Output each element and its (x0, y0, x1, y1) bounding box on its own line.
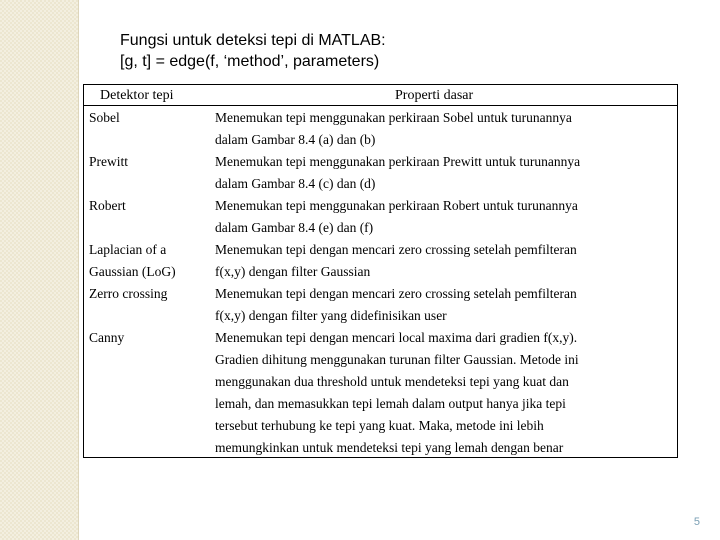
detector-cell (89, 239, 204, 283)
property-cell (215, 107, 675, 151)
title-line-1: Fungsi untuk deteksi tepi di MATLAB: (120, 32, 386, 49)
property-cell (215, 283, 675, 327)
property-text: Menemukan tepi menggunakan perkiraan Prewitt untuk turunannya (215, 154, 581, 169)
title-line-2: [g, t] = edge(f, ‘method’, parameters) (120, 53, 380, 70)
property-cell (215, 327, 675, 459)
property-text: Menemukan tepi dengan mencari zero crossing setelah pemfilteran (215, 286, 577, 301)
detector-text: Robert (89, 198, 126, 213)
detector-cell (89, 107, 204, 129)
detector-cell (89, 283, 204, 305)
slide-title (120, 30, 386, 72)
property-cell (215, 151, 675, 195)
property-text: dalam Gambar 8.4 (e) dan (f) (215, 220, 374, 235)
header-detector: Detektor tepi (100, 88, 174, 103)
detector-text: Sobel (89, 110, 120, 125)
property-text: lemah, dan memasukkan tepi lemah dalam output hanya jika tepi (215, 396, 566, 411)
detector-cell (89, 195, 204, 217)
detector-text: Prewitt (89, 154, 128, 169)
property-text: Gradien dihitung menggunakan turunan filter Gaussian. Metode ini (215, 352, 579, 367)
detector-text: Laplacian of a (89, 242, 167, 257)
detector-cell (89, 327, 204, 349)
property-text: dalam Gambar 8.4 (c) dan (d) (215, 176, 376, 191)
side-strip-edge (78, 0, 79, 540)
property-text: Menemukan tepi dengan mencari local maxima dari gradien f(x,y). (215, 330, 578, 345)
property-text: f(x,y) dengan filter yang didefinisikan user (215, 308, 447, 323)
detector-cell (89, 151, 204, 173)
property-text: Menemukan tepi menggunakan perkiraan Robert untuk turunannya (215, 198, 578, 213)
header-divider (84, 105, 677, 106)
property-text: menggunakan dua threshold untuk mendeteksi tepi yang kuat dan (215, 374, 569, 389)
table-header-row (84, 86, 677, 106)
property-cell (215, 239, 675, 283)
property-text: memungkinkan untuk mendeteksi tepi yang lemah dengan benar (215, 440, 564, 455)
header-property: Properti dasar (395, 88, 474, 103)
detector-text: Zerro crossing (89, 286, 168, 301)
property-cell (215, 195, 675, 239)
edge-detector-table (83, 84, 678, 458)
detector-text: Gaussian (LoG) (89, 264, 176, 279)
property-text: Menemukan tepi menggunakan perkiraan Sobel untuk turunannya (215, 110, 572, 125)
page-number: 5 (693, 516, 700, 528)
property-text: f(x,y) dengan filter Gaussian (215, 264, 371, 279)
property-text: tersebut terhubung ke tepi yang kuat. Maka, metode ini lebih (215, 418, 544, 433)
property-text: Menemukan tepi dengan mencari zero crossing setelah pemfilteran (215, 242, 577, 257)
decorative-side-strip (0, 0, 78, 540)
property-text: dalam Gambar 8.4 (a) dan (b) (215, 132, 376, 147)
detector-text: Canny (89, 330, 125, 345)
